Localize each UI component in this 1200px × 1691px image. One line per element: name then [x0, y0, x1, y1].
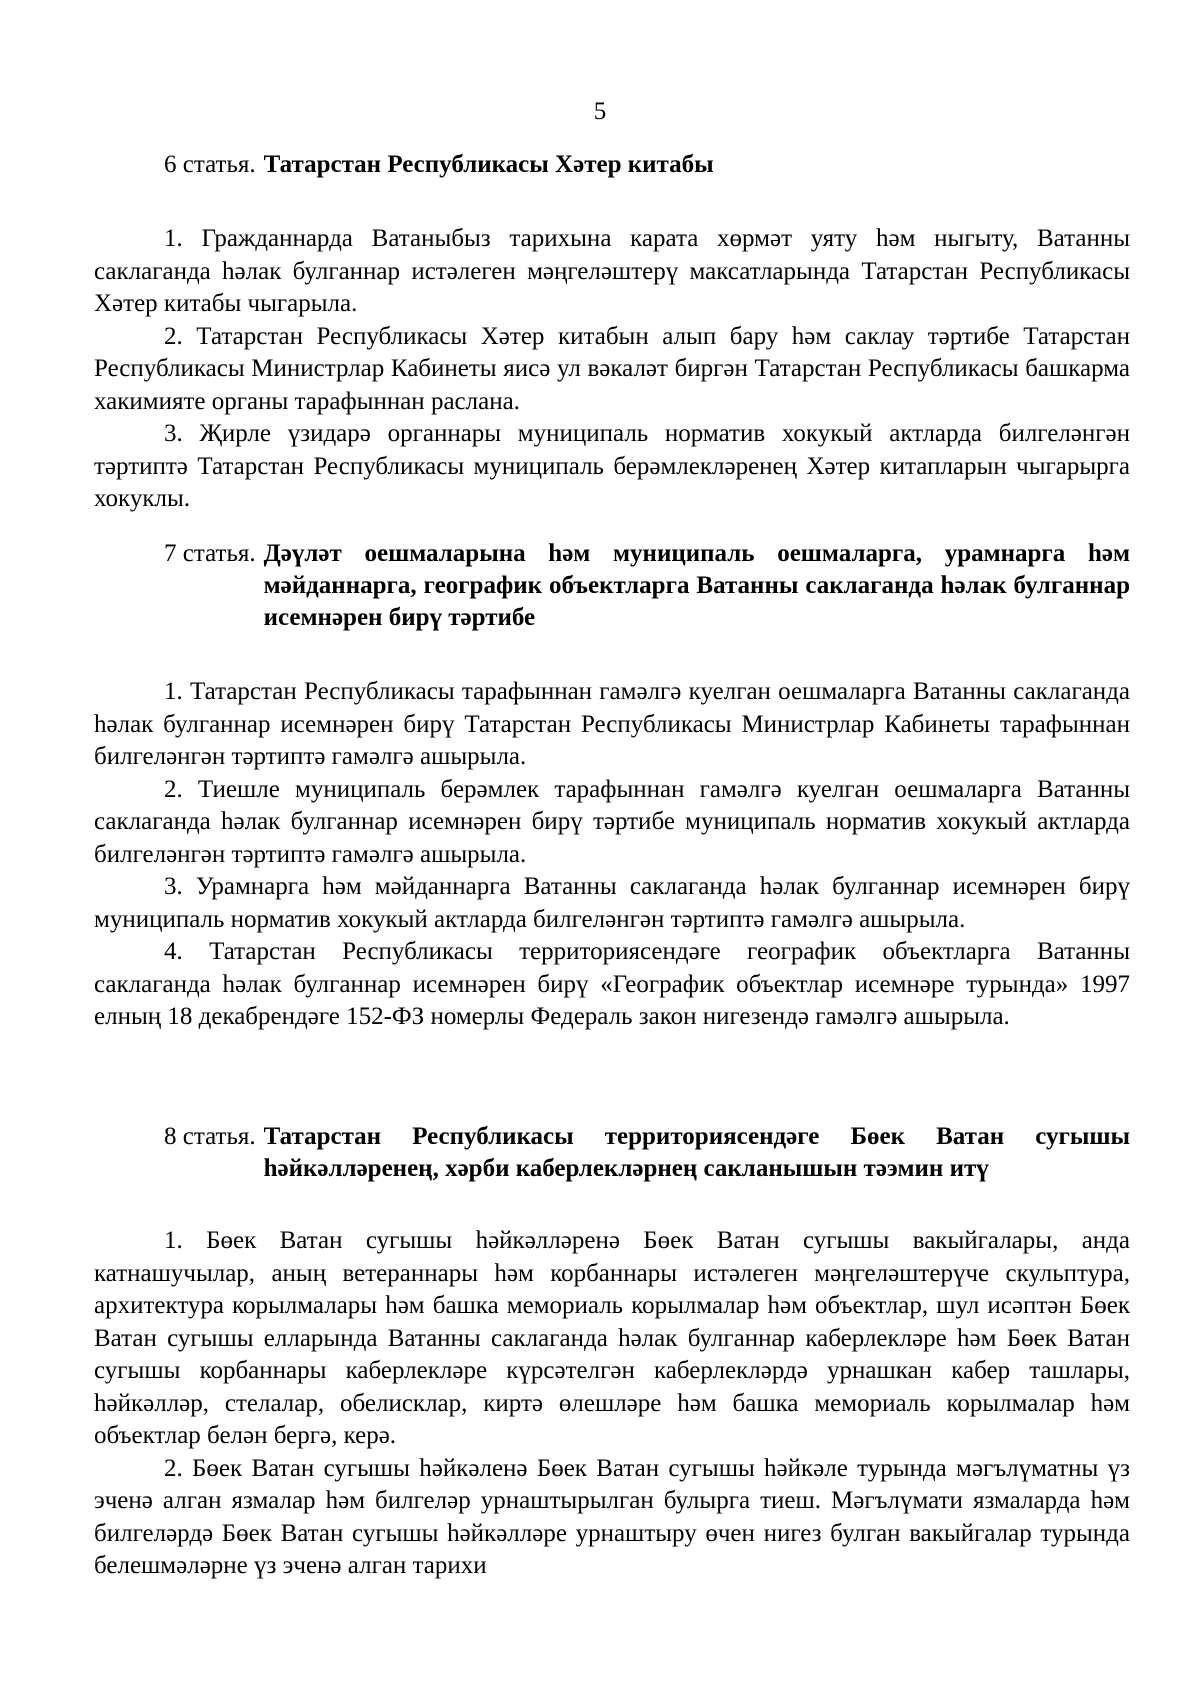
article-6: [94, 149, 1130, 516]
article-title: Дәүләт оешмаларына һәм муниципаль оешмаларга, урамнарга һәм мәйданнарга, географик объектларга Ватанны саклаганда һәлак булганнар исемнәрен бирү тәртибе: [263, 540, 1130, 631]
article-label: 8 статья.: [164, 1123, 256, 1150]
paragraph: 2. Бөек Ватан сугышы һәйкәленә Бөек Ватан сугышы һәйкәле турында мәгълүматны үз эченә алган язмалар һәм билгеләр урнаштырылган булырга тиеш. Мәгълүмати язмаларда һәм билгеләрдә Бөек Ватан сугышы һәйкәлләре урнаштыру өчен нигез булган вакыйгалар турында белешмәләрне үз эченә алган тарихи: [94, 1454, 1130, 1579]
paragraph: 2. Татарстан Республикасы Хәтер китабын алып бару һәм саклау тәртибе Татарстан Республикасы Министрлар Кабинеты яисә ул вәкаләт биргән Татарстан Республикасы башкарма хакимияте органы тарафыннан раслана.: [94, 322, 1130, 415]
paragraph: 1. Бөек Ватан сугышы һәйкәлләренә Бөек Ватан сугышы вакыйгалары, анда катнашучылар, аның ветераннары һәм корбаннары истәлеген мәңгеләштерүче скульптура, архитектура корылмалары һәм башка мемориаль корылмалар һәм объектлар, шул исәптән Бөек Ватан сугышы елларында Ватанны саклаганда һәлак булганнар каберлекләре һәм Бөек Ватан сугышы корбаннары каберлекләре күрсәтелгән каберлекләрдә урнашкан кабер ташлары, һәйкәлләр, стелалар, обелисклар, киртә өлешләре һәм башка мемориаль корылмалар һәм объектлар белән бергә, керә.: [94, 1227, 1130, 1449]
page-number: 5: [593, 98, 607, 125]
article-heading: [94, 149, 1130, 181]
article-title: Татарстан Республикасы территориясендәге Бөек Ватан сугышы һәйкәлләренең, хәрби каберлекләрнең сакланышын тәэмин итү: [263, 1123, 1130, 1182]
article-label: 6 статья.: [164, 151, 256, 178]
paragraph: 1. Гражданнарда Ватаныбыз тарихына карата хөрмәт уяту һәм ныгыту, Ватанны саклаганда һәлак булганнар истәлеген мәңгеләштерү максатларында Татарстан Республикасы Хәтер китабы чыгарыла.: [94, 225, 1130, 317]
article-body: [94, 676, 1130, 1034]
article-heading: [94, 538, 1130, 634]
paragraph: 3. Җирле үзидарә органнары муниципаль норматив хокукый актларда билгеләнгән тәртиптә Татарстан Республикасы муниципаль берәмлекләренең Хәтер китапларын чыгарырга хокуклы.: [94, 420, 1130, 512]
article-7: [94, 538, 1130, 1034]
article-body: [94, 1225, 1130, 1583]
paragraph: 3. Урамнарга һәм мәйданнарга Ватанны саклаганда һәлак булганнар исемнәрен бирү муниципаль норматив хокукый актларда билгеләнгән тәртиптә гамәлгә ашырыла.: [94, 873, 1130, 933]
article-body: [94, 223, 1130, 516]
article-title: Татарстан Республикасы Хәтер китабы: [263, 151, 714, 178]
article-8: [94, 1121, 1130, 1583]
article-label: 7 статья.: [164, 540, 256, 567]
paragraph: 4. Татарстан Республикасы территориясендәге географик объектларга Ватанны саклаганда һәлак булганнар исемнәрен бирү «Географик объектлар исемнәре турында» 1997 елның 18 декабрендәге 152-ФЗ номерлы Федераль закон нигезендә гамәлгә ашырыла.: [94, 938, 1130, 1030]
paragraph: 2. Тиешле муниципаль берәмлек тарафыннан гамәлгә куелган оешмаларга Ватанны саклаганда һәлак булганнар исемнәрен бирү тәртибе муниципаль норматив хокукый актларда билгеләнгән тәртиптә гамәлгә ашырыла.: [94, 775, 1130, 868]
paragraph: 1. Татарстан Республикасы тарафыннан гамәлгә куелган оешмаларга Ватанны саклаганда һәлак булганнар исемнәрен бирү Татарстан Республикасы Министрлар Кабинеты тарафыннан билгеләнгән тәртиптә гамәлгә ашырыла.: [94, 678, 1130, 770]
article-heading: [94, 1121, 1130, 1185]
